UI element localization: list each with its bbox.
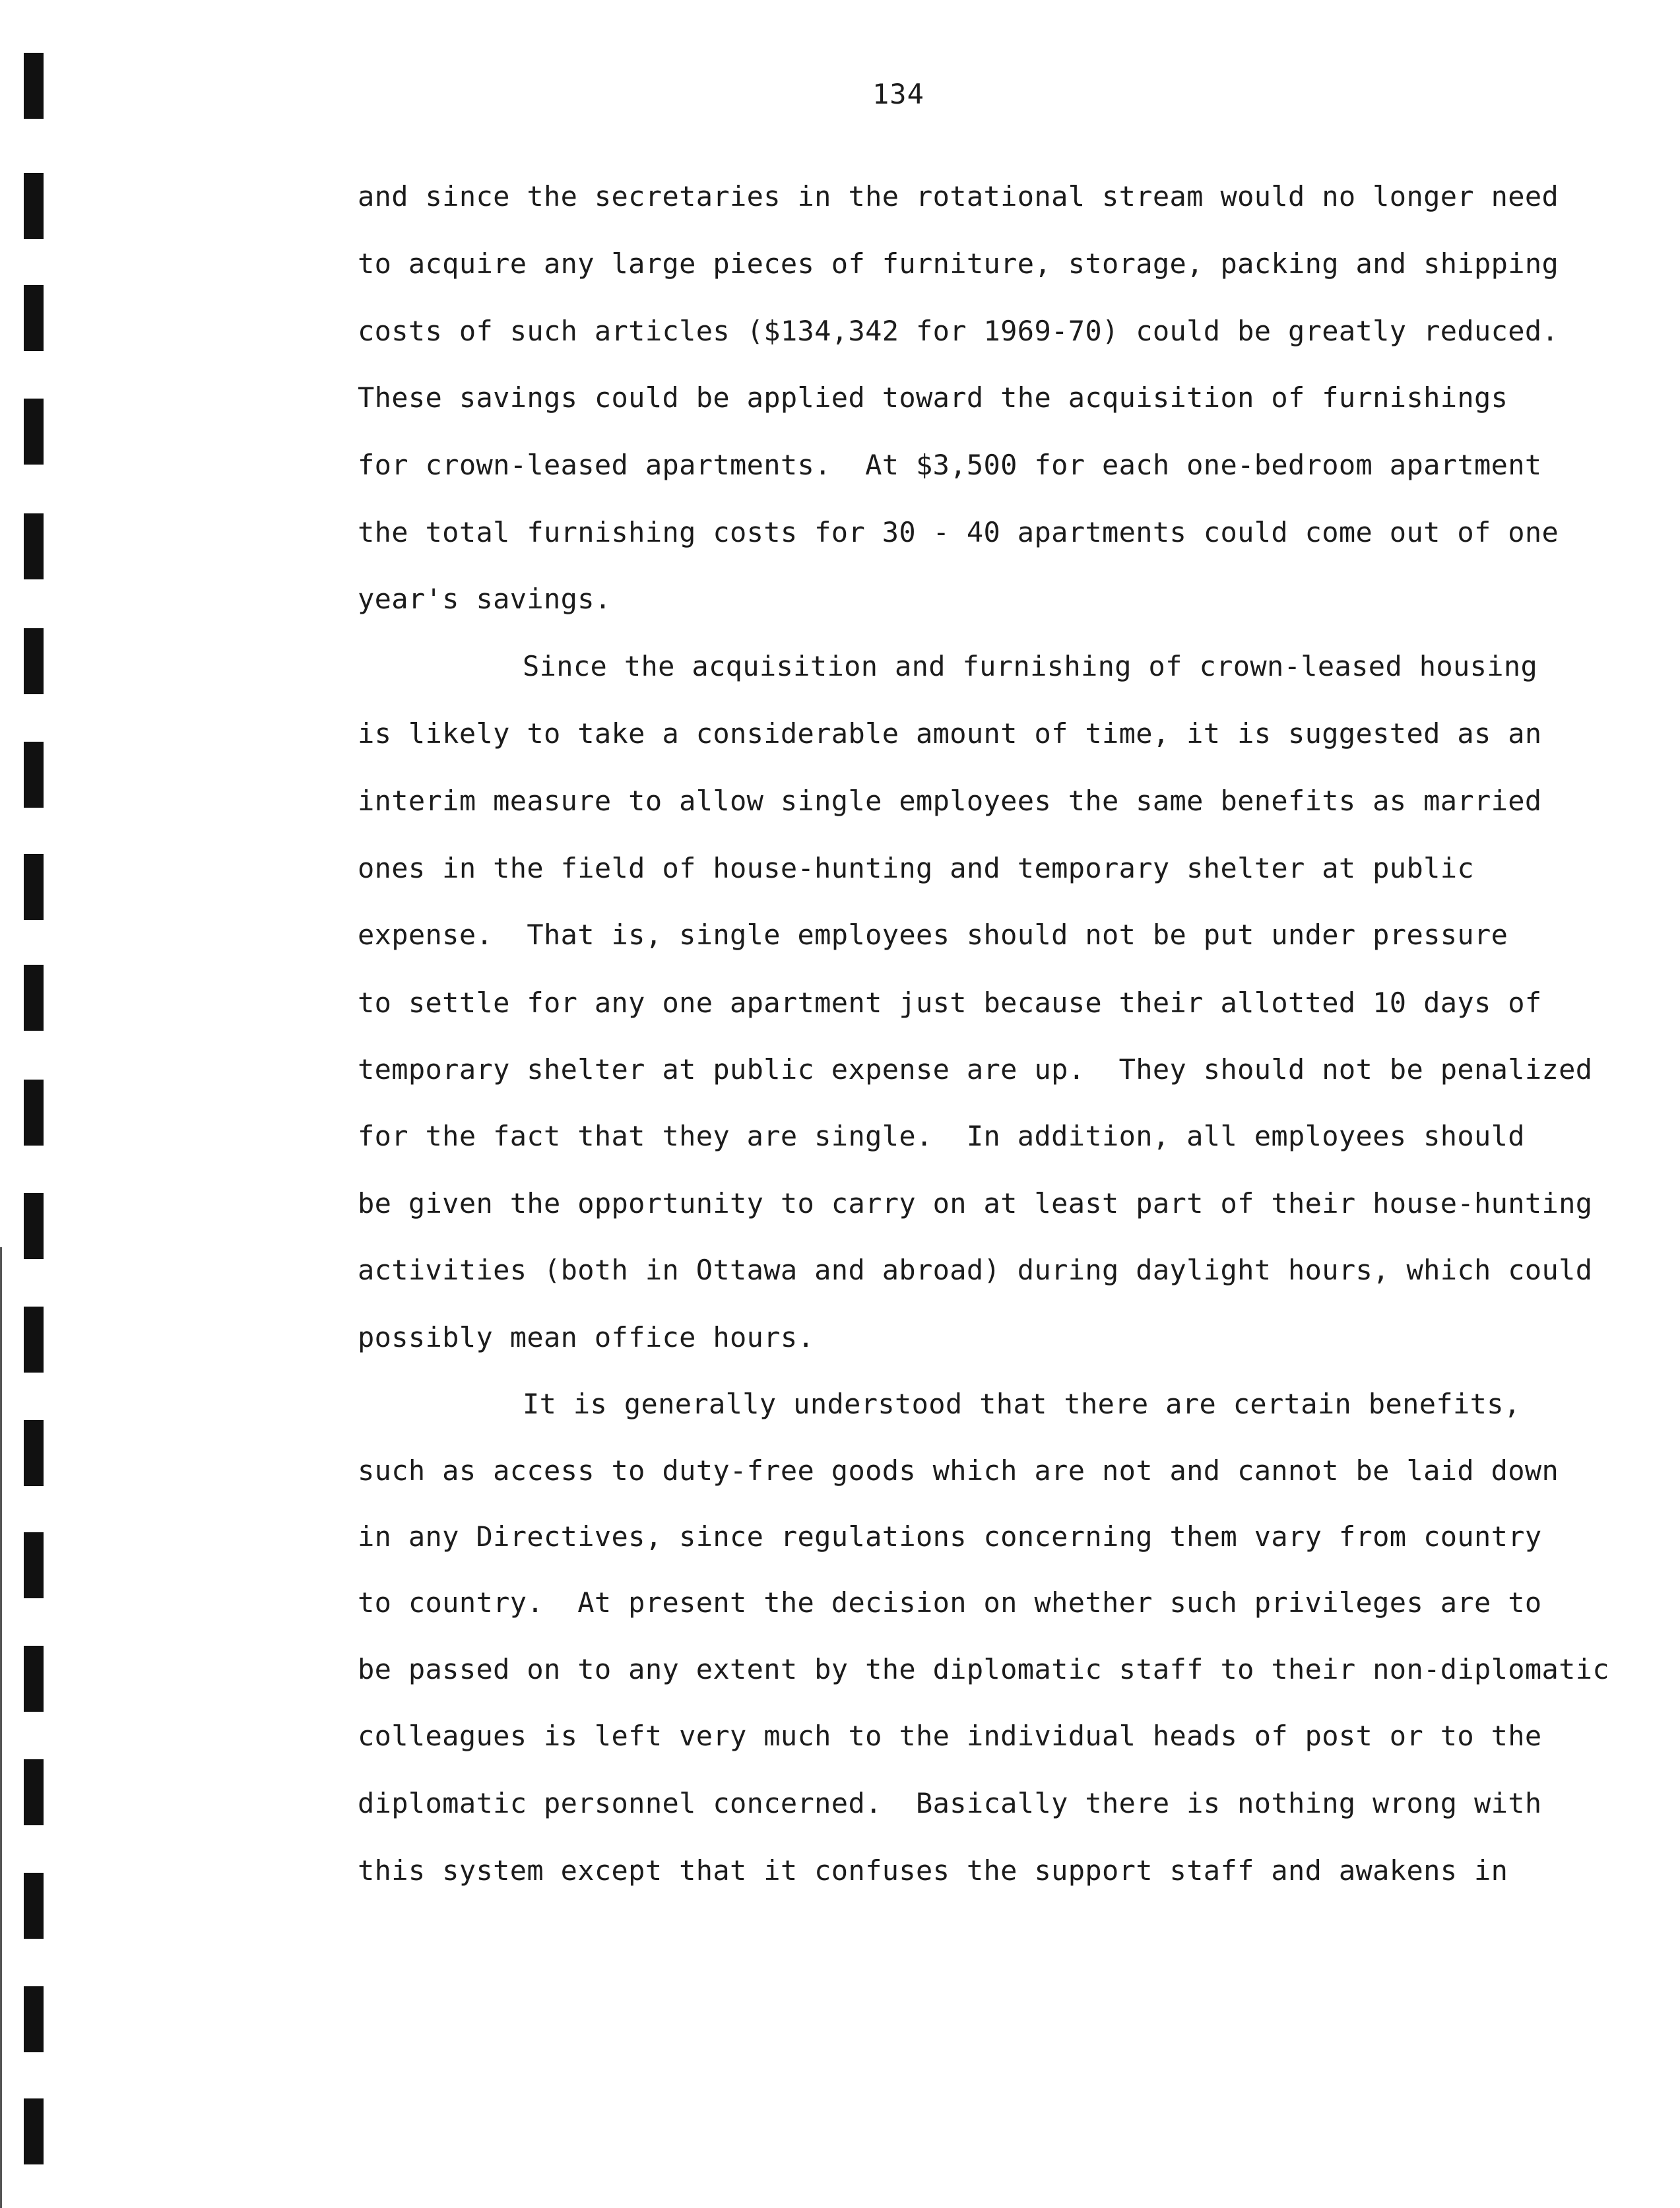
paragraph-first-line: It is generally understood that there are certain benefits, (523, 1388, 1521, 1420)
text-line: for the fact that they are single. In addition, all employees should (358, 1120, 1525, 1152)
text-line: to country. At present the decision on whether such privileges are to (358, 1586, 1542, 1619)
text-line: be passed on to any extent by the diplomatic staff to their non-diplomatic (358, 1653, 1610, 1685)
text-line: activities (both in Ottawa and abroad) during daylight hours, which could (358, 1254, 1593, 1286)
binding-mark (24, 1986, 44, 2052)
binding-mark (24, 965, 44, 1031)
binding-mark (24, 1532, 44, 1598)
page-number: 134 (872, 78, 924, 110)
text-line: in any Directives, since regulations concerning them vary from country (358, 1520, 1542, 1553)
text-line: year's savings. (358, 583, 612, 615)
text-line: this system except that it confuses the support staff and awakens in (358, 1854, 1508, 1887)
text-line: costs of such articles ($134,342 for 1969-70) could be greatly reduced. (358, 315, 1559, 347)
binding-mark (24, 2098, 44, 2164)
text-line: ones in the field of house-hunting and temporary shelter at public (358, 852, 1474, 884)
binding-mark (24, 1193, 44, 1259)
text-line: be given the opportunity to carry on at least part of their house-hunting (358, 1187, 1593, 1219)
text-line: such as access to duty-free goods which are not and cannot be laid down (358, 1454, 1559, 1487)
page-edge-line (0, 1247, 2, 2208)
binding-mark (24, 285, 44, 351)
text-line: These savings could be applied toward the acquisition of furnishings (358, 381, 1508, 414)
text-line: to acquire any large pieces of furniture, storage, packing and shipping (358, 247, 1559, 280)
binding-mark (24, 1420, 44, 1486)
binding-mark (24, 1646, 44, 1712)
binding-mark (24, 1873, 44, 1939)
text-line: for crown-leased apartments. At $3,500 for each one-bedroom apartment (358, 449, 1542, 481)
binding-mark (24, 53, 44, 119)
text-line: temporary shelter at public expense are up. They should not be penalized (358, 1053, 1593, 1086)
binding-mark (24, 1307, 44, 1373)
text-line: the total furnishing costs for 30 - 40 apartments could come out of one (358, 516, 1559, 548)
text-line: and since the secretaries in the rotational stream would no longer need (358, 180, 1559, 212)
binding-mark (24, 742, 44, 808)
binding-mark (24, 173, 44, 239)
binding-mark (24, 854, 44, 920)
text-line: colleagues is left very much to the individual heads of post or to the (358, 1720, 1542, 1752)
binding-mark (24, 399, 44, 465)
text-line: interim measure to allow single employees the same benefits as married (358, 785, 1542, 817)
binding-mark (24, 1759, 44, 1825)
text-line: is likely to take a considerable amount of time, it is suggested as an (358, 717, 1542, 750)
text-line: expense. That is, single employees should not be put under pressure (358, 919, 1508, 951)
binding-mark (24, 1080, 44, 1146)
text-line: to settle for any one apartment just because their allotted 10 days of (358, 987, 1542, 1019)
binding-mark (24, 628, 44, 694)
paragraph-first-line: Since the acquisition and furnishing of crown-leased housing (523, 650, 1538, 682)
text-line: diplomatic personnel concerned. Basically there is nothing wrong with (358, 1787, 1542, 1819)
binding-hole-marks (0, 0, 59, 2208)
binding-mark (24, 513, 44, 579)
text-line: possibly mean office hours. (358, 1321, 815, 1353)
